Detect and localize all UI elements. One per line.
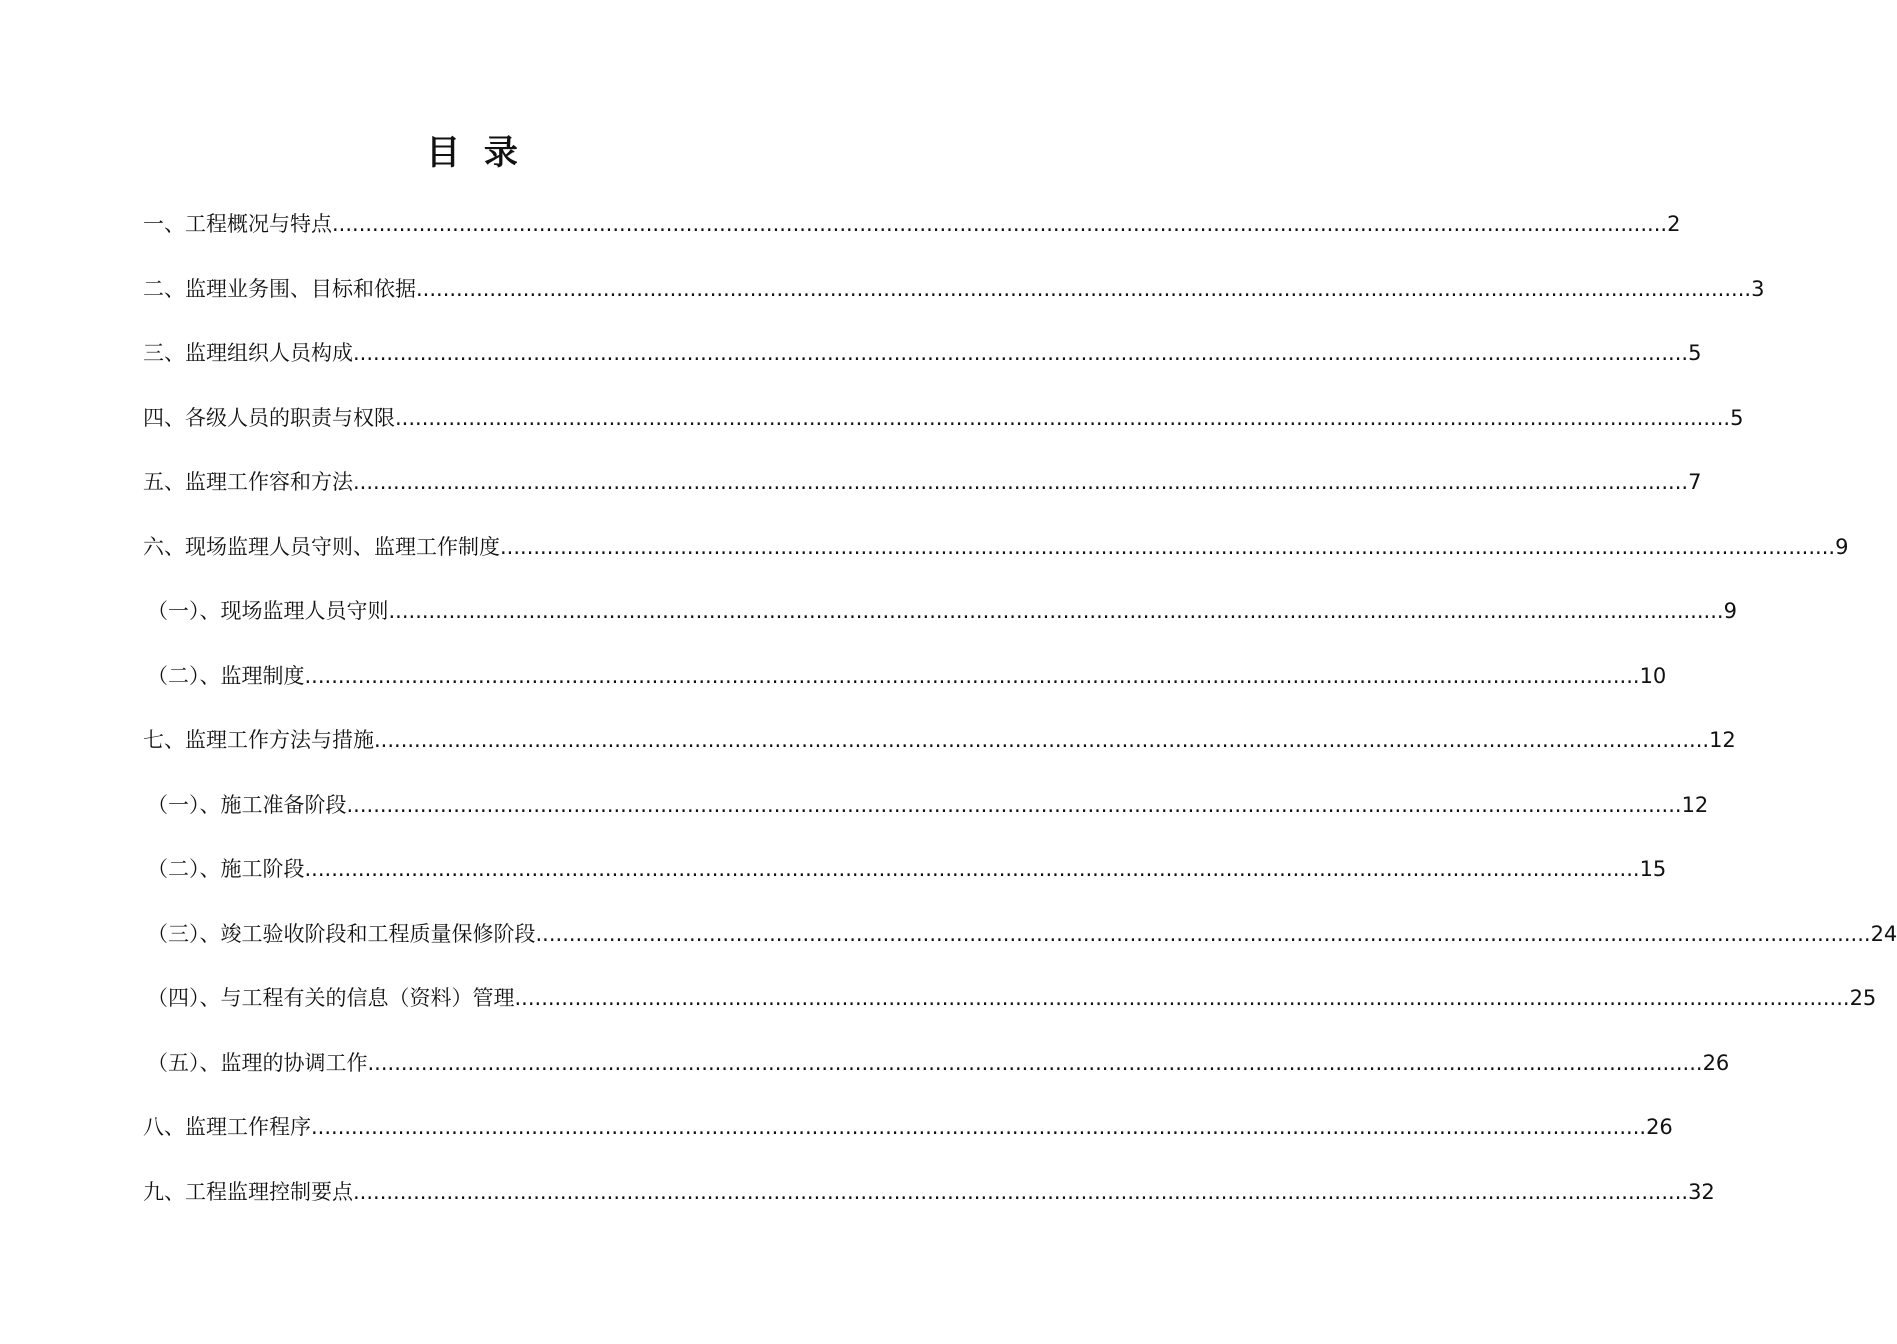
toc-entry[interactable] [147, 658, 1667, 694]
toc-leader-dots: ........................................................................................................................................................................................................ [304, 857, 1640, 881]
toc-entry-page: 2 [1667, 212, 1681, 236]
toc-entry-label: 二、监理业务围、目标和依据 [143, 277, 416, 301]
toc-entry[interactable] [143, 1109, 1673, 1145]
toc-leader-dots: ........................................................................................................................................................................................................ [353, 470, 1689, 494]
toc-entry-page: 24 [1870, 922, 1897, 946]
toc-entry[interactable] [143, 400, 1744, 436]
toc-entry-page: 26 [1646, 1115, 1673, 1139]
toc-leader-dots: ........................................................................................................................................................................................................ [353, 1180, 1689, 1204]
toc-leader-dots: ........................................................................................................................................................................................................ [395, 406, 1731, 430]
toc-entry-label: （一）、现场监理人员守则 [147, 599, 389, 623]
toc-leader-dots: ........................................................................................................................................................................................................ [353, 341, 1689, 365]
toc-entry-label: （三）、竣工验收阶段和工程质量保修阶段 [147, 922, 536, 946]
toc-entry-page: 15 [1639, 857, 1667, 881]
toc-entry-page: 9 [1835, 535, 1849, 559]
toc-leader-dots: ........................................................................................................................................................................................................ [311, 1115, 1647, 1139]
toc-entry-page: 3 [1751, 277, 1765, 301]
toc-entry-label: （五）、监理的协调工作 [147, 1051, 368, 1075]
toc-entry-label: 七、监理工作方法与措施 [143, 728, 374, 752]
toc-leader-dots: ........................................................................................................................................................................................................ [535, 922, 1871, 946]
toc-entry-label: 一、工程概况与特点 [143, 212, 332, 236]
toc-entry-label: 九、工程监理控制要点 [143, 1180, 353, 1204]
toc-entry-label: 八、监理工作程序 [143, 1115, 311, 1139]
toc-leader-dots: ........................................................................................................................................................................................................ [514, 986, 1850, 1010]
toc-entry-page: 12 [1709, 728, 1736, 752]
toc-entry[interactable] [143, 529, 1849, 565]
toc-entry-label: （二）、施工阶段 [147, 857, 305, 881]
toc-entry-page: 32 [1688, 1180, 1715, 1204]
toc-entry-page: 10 [1639, 664, 1667, 688]
toc-entry[interactable] [147, 593, 1737, 629]
toc-entry-page: 7 [1688, 470, 1702, 494]
toc-entry-page: 26 [1702, 1051, 1730, 1075]
toc-entry[interactable] [147, 1045, 1730, 1081]
toc-leader-dots: ........................................................................................................................................................................................................ [346, 793, 1682, 817]
toc-entry-label: （二）、监理制度 [147, 664, 305, 688]
toc-entry-label: 六、现场监理人员守则、监理工作制度 [143, 535, 500, 559]
toc-entry-label: 四、各级人员的职责与权限 [143, 406, 395, 430]
toc-entry[interactable] [147, 916, 1897, 952]
toc-entry-label: 三、监理组织人员构成 [143, 341, 353, 365]
toc-leader-dots: ........................................................................................................................................................................................................ [500, 535, 1836, 559]
toc-leader-dots: ........................................................................................................................................................................................................ [367, 1051, 1703, 1075]
toc-leader-dots: ........................................................................................................................................................................................................ [374, 728, 1710, 752]
toc-entry-label: （四）、与工程有关的信息（资料）管理 [147, 986, 515, 1010]
toc-entry-page: 5 [1688, 341, 1702, 365]
toc-entry[interactable] [143, 722, 1736, 758]
toc-entry[interactable] [143, 1174, 1715, 1210]
toc-leader-dots: ........................................................................................................................................................................................................ [388, 599, 1724, 623]
page-title: 目 录 [426, 133, 524, 173]
toc-entry-page: 5 [1730, 406, 1744, 430]
toc-entry[interactable] [143, 206, 1681, 242]
toc-entry[interactable] [147, 851, 1667, 887]
toc-entry[interactable] [143, 464, 1702, 500]
toc-entry[interactable] [143, 335, 1702, 371]
toc-entry-page: 12 [1681, 793, 1709, 817]
toc-leader-dots: ........................................................................................................................................................................................................ [332, 212, 1668, 236]
toc-entry[interactable] [147, 980, 1877, 1016]
toc-entry-label: 五、监理工作容和方法 [143, 470, 353, 494]
toc-leader-dots: ........................................................................................................................................................................................................ [416, 277, 1752, 301]
toc-entry-page: 9 [1723, 599, 1737, 623]
toc-entry-label: （一）、施工准备阶段 [147, 793, 347, 817]
toc-entry[interactable] [147, 787, 1709, 823]
toc-entry-page: 25 [1849, 986, 1877, 1010]
toc-entry[interactable] [143, 271, 1765, 307]
toc-leader-dots: ........................................................................................................................................................................................................ [304, 664, 1640, 688]
